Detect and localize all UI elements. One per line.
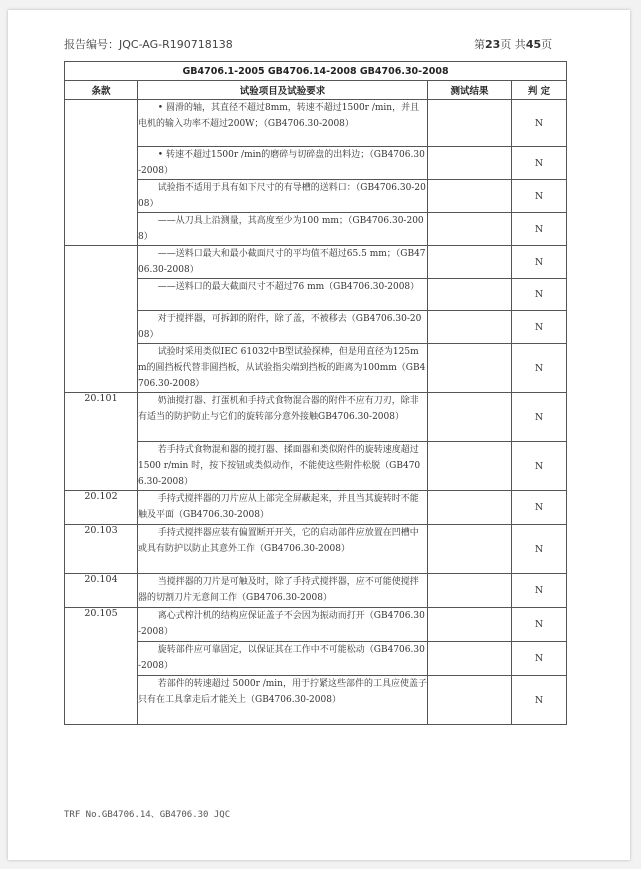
requirement-cell: • 转速不超过1500r /min的磨碎与切碎盘的出料边；（GB4706.30-2008） — [138, 147, 428, 180]
requirement-cell: ——送料口最大和最小截面尺寸的平均值不超过65.5 mm；（GB4706.30-2008） — [138, 246, 428, 279]
verdict-cell: N — [512, 393, 567, 442]
requirement-cell: ——送料口的最大截面尺寸不超过76 mm（GB4706.30-2008） — [138, 279, 428, 311]
test-table — [64, 61, 567, 725]
table-row — [65, 213, 567, 246]
clause-cell: 20.103 — [65, 525, 138, 574]
result-cell — [428, 642, 512, 676]
requirement-cell: 奶油搅打器、打蛋机和手持式食物混合器的附件不应有刀刃，除非有适当的防护防止与它们的旋转部分意外接触GB4706.30-2008） — [138, 393, 428, 442]
result-cell — [428, 608, 512, 642]
result-cell — [428, 279, 512, 311]
result-cell — [428, 147, 512, 180]
clause-cell — [65, 246, 138, 393]
table-row — [65, 676, 567, 725]
verdict-cell: N — [512, 147, 567, 180]
table-row — [65, 100, 567, 147]
page-indicator: 第23页 共45页 — [474, 38, 553, 51]
table-row — [65, 642, 567, 676]
table-row — [65, 246, 567, 279]
requirement-cell: 若部件的转速超过 5000r /min，用于拧紧这些部件的工具应使盖子只有在工具拿走后才能关上（GB4706.30-2008） — [138, 676, 428, 725]
result-cell — [428, 180, 512, 213]
standards-header: GB4706.1-2005 GB4706.14-2008 GB4706.30-2008 — [65, 62, 567, 81]
table-row — [65, 393, 567, 442]
requirement-cell: 手持式搅拌器的刀片应从上部完全屏蔽起来，并且当其旋转时不能触及平面（GB4706.30-2008） — [138, 491, 428, 525]
table-row — [65, 180, 567, 213]
verdict-cell: N — [512, 100, 567, 147]
verdict-cell: N — [512, 574, 567, 608]
footer-trf-number: TRF No.GB4706.14、GB4706.30 JQC — [64, 810, 231, 820]
result-cell — [428, 344, 512, 393]
report-number: 报告编号：JQC-AG-R190718138 — [64, 38, 233, 51]
requirement-cell: 离心式榨汁机的结构应保证盖子不会因为振动而打开（GB4706.30-2008） — [138, 608, 428, 642]
verdict-cell: N — [512, 676, 567, 725]
result-cell — [428, 442, 512, 491]
requirement-cell: 试验指不适用于具有如下尺寸的有导槽的送料口：（GB4706.30-2008） — [138, 180, 428, 213]
clause-column-header: 条款 — [65, 81, 138, 100]
requirement-cell: ——从刀具上沿测量，其高度至少为100 mm；（GB4706.30-2008） — [138, 213, 428, 246]
clause-cell: 20.101 — [65, 393, 138, 491]
clause-cell: 20.105 — [65, 608, 138, 725]
requirement-cell: 若手持式食物混和器的搅打器、揉面器和类似附件的旋转速度超过 1500 r/min 时，按下按钮或类似动作，不能使这些附件松脱（GB4706.30-2008） — [138, 442, 428, 491]
result-cell — [428, 246, 512, 279]
result-cell — [428, 676, 512, 725]
table-row — [65, 147, 567, 180]
table-row — [65, 344, 567, 393]
result-cell — [428, 491, 512, 525]
result-cell — [428, 311, 512, 344]
requirement-cell: 试验时采用类似IEC 61032中B型试验探棒，但是用直径为125mm的圆挡板代替非圆挡板，从试验指尖端到挡板的距离为100mm（GB4706.30-2008） — [138, 344, 428, 393]
table-row — [65, 525, 567, 574]
table-row — [65, 608, 567, 642]
clause-cell: 20.102 — [65, 491, 138, 525]
total-pages: 45 — [525, 38, 542, 51]
verdict-cell: N — [512, 608, 567, 642]
result-cell — [428, 213, 512, 246]
verdict-cell: N — [512, 442, 567, 491]
result-column-header: 测试结果 — [428, 81, 512, 100]
requirement-cell: • 圆滑的轴，其直径不超过8mm，转速不超过1500r /min，并且电机的输入功率不超过200W；（GB4706.30-2008） — [138, 100, 428, 147]
verdict-cell: N — [512, 642, 567, 676]
verdict-cell: N — [512, 180, 567, 213]
table-row — [65, 491, 567, 525]
result-cell — [428, 525, 512, 574]
verdict-cell: N — [512, 344, 567, 393]
verdict-cell: N — [512, 246, 567, 279]
verdict-cell: N — [512, 279, 567, 311]
verdict-cell: N — [512, 525, 567, 574]
clause-cell — [65, 100, 138, 246]
verdict-cell: N — [512, 311, 567, 344]
result-cell — [428, 574, 512, 608]
requirement-cell: 当搅拌器的刀片是可触及时，除了手持式搅拌器，应不可能使搅拌器的切割刀片无意间工作（GB4706.30-2008） — [138, 574, 428, 608]
result-cell — [428, 393, 512, 442]
result-cell — [428, 100, 512, 147]
requirement-cell: 对于搅拌器，可拆卸的附件，除了盖，不被移去（GB4706.30-2008） — [138, 311, 428, 344]
table-row — [65, 279, 567, 311]
requirement-cell: 旋转部件应可靠固定，以保证其在工作中不可能松动（GB4706.30-2008） — [138, 642, 428, 676]
table-row — [65, 311, 567, 344]
requirement-cell: 手持式搅拌器应装有偏置断开开关，它的启动部件应放置在凹槽中或具有防护以防止其意外工作（GB4706.30-2008） — [138, 525, 428, 574]
table-row — [65, 574, 567, 608]
requirement-column-header: 试验项目及试验要求 — [138, 81, 428, 100]
clause-cell: 20.104 — [65, 574, 138, 608]
verdict-cell: N — [512, 213, 567, 246]
current-page: 23 — [485, 38, 501, 51]
verdict-cell: N — [512, 491, 567, 525]
verdict-column-header: 判 定 — [512, 81, 567, 100]
table-row — [65, 442, 567, 491]
